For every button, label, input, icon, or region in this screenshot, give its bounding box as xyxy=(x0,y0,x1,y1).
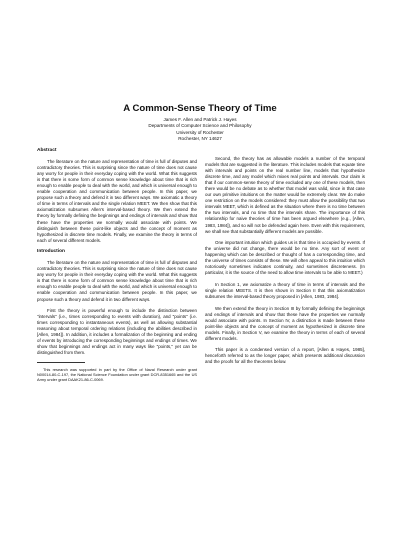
author-university: University of Rochester xyxy=(176,129,224,135)
introduction-paragraph-1: The literature on the nature and representation of time is full of disputes and contradictory theories. This is surprising since the nature of time does not cause any worry for people in their everyday coping with the world. What this suggests is that there is some form of common sense knowledge about time that is rich enough to enable people to deal with the world, and which is universal enough to enable cooperation and communication between people. In this paper, we propose such a theory and defend it in two different ways. xyxy=(37,260,197,302)
right-paragraph-2: One important intuition which guides us is that time is occupied by events. If the universe did not change, there would be no time. Any sort of event or happening which can be described or thought of has a corresponding time, and the universe of times consists of these. We will often appeal to this intuition which notoriously sometimes indicates continuity, and sometimes discreteness. (In particular, it is the source of the need to allow time intervals to be able to MEET.) xyxy=(205,240,365,276)
abstract-paragraph: The literature on the nature and representation of time is full of disputes and contradictory theories. This is surprising since the nature of time does not cause any worry for people in their everyday coping with the world. What this suggests is that there is some form of common sense knowledge about time that is rich enough to enable people to deal with the world, and which is universal enough to enable cooperation and communication between people. In this paper, we propose such a theory and defend it in two different ways. We axiomatic a theory of time in terms of intervals and the single relation MEET. We then show that this axiomatization subsumes Allen's interval-based theory. We then extend the theory by formally defining the beginnings and endings of intervals and show that these have the properties we normally would associate with points. We distinguish between these point-like objects and the concept of moment as hypothesized in discrete time models. Finally, we examine the theory in terms of each of several different models. xyxy=(37,159,197,243)
right-paragraph-4: We then extend the theory in Section III by formally defining the beginnings and endings of intervals and show that these have the properties we normally would associate with points. In Section IV, a distinction is made between these point-like objects and the concept of moment as hypothesized in discrete time models. Finally, in Section V, we examine the theory in terms of each of several different models. xyxy=(205,305,365,341)
introduction-heading: Introduction xyxy=(37,249,65,255)
right-paragraph-1: Second, the theory has as allowable models a number of the temporal models that are suggested in the literature. This includes models that equate time with intervals and points on the real number line, models that hypothesize discrete time, and any model which mixes real points and intervals. Our claim is that if our common-sense theory of time excluded any one of these models, then there would be no debate as to whether that model was valid, since in that case our own primitive intuitions on the matter would be extremely clear. We do make one restriction on the models considered: they must allow the possibility that two intervals MEET, which is defined as the situation where there is no time between the two intervals, and no time that the intervals share. The importance of this relationship for naive theories of time has been argued elsewhere (e.g., [Allen, 1983, 1984]), and so will not be defended again here. Even with this requirement, we shall see that substantially different models are possible. xyxy=(205,156,365,234)
author-block xyxy=(0,117,400,142)
author-address: Rochester, NY 14627 xyxy=(178,135,222,141)
author-department: Departments of Computer Science and Philosophy xyxy=(148,123,252,129)
author-names: James F. Allen and Patrick J. Hayes xyxy=(163,117,237,122)
right-paragraph-3: In Section 1, we axiomatize a theory of time in terms of intervals and the single relation MEETS. It is then shown in Section II that this axiomatization subsumes the interval-based theory proposed in [Allen, 1983, 1984]. xyxy=(205,281,365,299)
footnote-divider xyxy=(37,362,85,363)
paper-title: A Common-Sense Theory of Time xyxy=(123,103,277,114)
right-paragraph-5: This paper is a condensed version of a report, [Allen & Hayes, 1985], henceforth referred to as the longer paper, which presents additional discussion and the proofs for all the theorems below. xyxy=(205,347,365,365)
introduction-paragraph-2: First the theory is powerful enough to include the distinction between "intervals" (i.e., times corresponding to events with duration), and "points" (i.e. times corresponding to instantaneous events), as well as allowing substantial reasoning about temporal ordering relations (including the abilities described in [Allen, 1984]). In addition, it includes a formalization of the beginning and ending of events by introducing the corresponding beginnings and endings of times. We show that beginnings and endings act in many ways like "points," yet can be distinguished from them. xyxy=(37,308,197,356)
abstract-heading: Abstract xyxy=(37,148,57,153)
left-column xyxy=(37,148,197,386)
right-column xyxy=(205,156,365,371)
funding-footnote: This research was supported in part by the Office of Naval Research under grant N00014-80-C-197, the National Science Foundation under grant DCR-8351665 and the US Army under grant DAAK21-86-C-0069. xyxy=(37,366,197,382)
